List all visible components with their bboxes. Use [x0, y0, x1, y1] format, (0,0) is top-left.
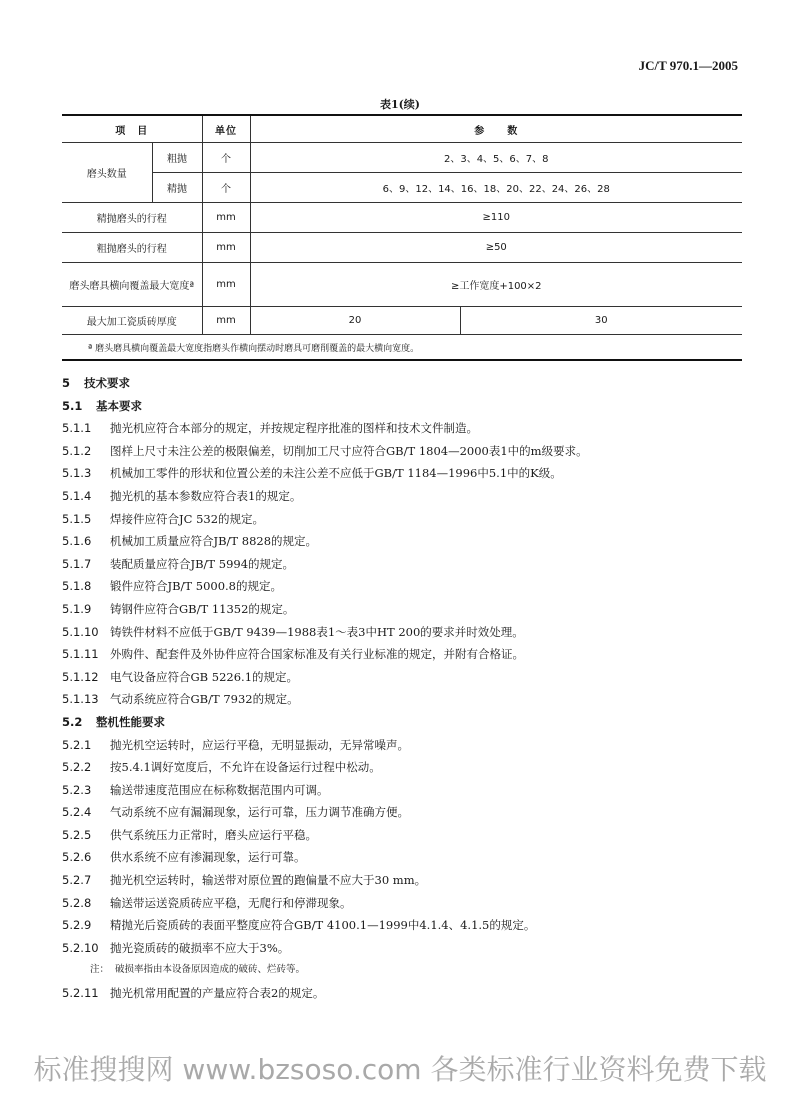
clause-number: 5.1.5 [62, 511, 92, 526]
fine-stroke-unit: mm [202, 203, 250, 233]
clause-line [62, 643, 762, 666]
clause-line [62, 621, 762, 644]
clause-number: 5.1.13 [62, 692, 99, 707]
clause-number: 5.2.6 [62, 850, 92, 865]
fine-unit: 个 [202, 173, 250, 203]
clause-text: 铸钢件应符合GB/T 11352的规定。 [110, 601, 295, 616]
clause-line [62, 756, 762, 779]
clause-number: 5.1.12 [62, 669, 99, 684]
clause-text: 图样上尺寸未注公差的极限偏差，切削加工尺寸应符合GB/T 1804—2000表1中的m级要求。 [110, 443, 588, 458]
clause-number: 5.1.11 [62, 647, 99, 662]
max-thickness-unit: mm [202, 307, 250, 335]
coverage-label: 磨头磨具横向覆盖最大宽度ª [62, 263, 202, 307]
note-label: 注： [90, 964, 110, 976]
document-body [62, 372, 762, 1005]
clause-text: 输送带速度范围应在标称数据范围内可调。 [110, 782, 329, 797]
clause-line [62, 530, 762, 553]
clause-number: 5.2.8 [62, 895, 92, 910]
section-heading [62, 372, 762, 395]
clause-line [62, 869, 762, 892]
rough-label: 粗抛 [152, 143, 202, 173]
clause-text: 气动系统应符合GB/T 7932的规定。 [110, 692, 299, 707]
clause-text: 抛光机的基本参数应符合表1的规定。 [110, 488, 302, 503]
header-unit: 单位 [202, 115, 250, 143]
clause-text: 供气系统压力正常时，磨头应运行平稳。 [110, 827, 317, 842]
clause-number: 5.1.4 [62, 488, 92, 503]
clause-number: 5.1.10 [62, 624, 99, 639]
table-caption: 表1(续) [379, 98, 421, 111]
clause-text: 机械加工质量应符合JB/T 8828的规定。 [110, 534, 318, 549]
clause-line [62, 575, 762, 598]
clause-number: 5.2.10 [62, 940, 99, 955]
requirements-list-basic [62, 417, 762, 711]
clause-line [62, 892, 762, 915]
subsection-heading [62, 711, 762, 734]
clause-text: 装配质量应符合JB/T 5994的规定。 [110, 556, 295, 571]
watermark-footer: 标准搜搜网 www.bzsoso.com 各类标准行业资料免费下载 [33, 1053, 767, 1086]
requirements-list-performance [62, 734, 762, 960]
clause-line [62, 846, 762, 869]
clause-text: 机械加工零件的形状和位置公差的未注公差不应低于GB/T 1184—1996中5.1中的K级。 [110, 466, 562, 481]
header-params: 参 数 [250, 115, 742, 143]
standard-number: JC/T 970.1—2005 [638, 58, 738, 73]
rough-stroke-value: ≥50 [250, 233, 742, 263]
fine-label: 精抛 [152, 173, 202, 203]
table-footnote-row [62, 335, 742, 361]
clause-line [62, 982, 762, 1005]
table-footnote: ª 磨头磨具横向覆盖最大宽度指磨头作横向摆动时磨具可磨削覆盖的最大横向宽度。 [62, 335, 742, 361]
clause-line [62, 801, 762, 824]
clause-line [62, 485, 762, 508]
clause-line [62, 937, 762, 960]
subsection-title: 基本要求 [96, 398, 142, 413]
clause-text: 气动系统不应有漏漏现象，运行可靠，压力调节准确方便。 [110, 805, 409, 820]
clause-line [62, 508, 762, 531]
clause-line [62, 553, 762, 576]
table-row [62, 173, 742, 203]
clause-number: 5.2.4 [62, 805, 92, 820]
coverage-value: ≥工作宽度+100×2 [250, 263, 742, 307]
header-item: 项 目 [62, 115, 202, 143]
max-thickness-value-b: 30 [460, 307, 742, 335]
rough-stroke-unit: mm [202, 233, 250, 263]
fine-stroke-value: ≥110 [250, 203, 742, 233]
note-text: 破损率指由本设备原因造成的破砖、烂砖等。 [115, 964, 306, 976]
rough-unit: 个 [202, 143, 250, 173]
section-title: 技术要求 [84, 376, 130, 390]
clause-number: 5.1.3 [62, 466, 92, 481]
clause-text: 按5.4.1调好宽度后，不允许在设备运行过程中松动。 [110, 760, 381, 775]
table-row [62, 203, 742, 233]
fine-value: 6、9、12、14、16、18、20、22、24、26、28 [250, 173, 742, 203]
grind-head-label: 磨头数量 [62, 143, 152, 203]
table-row [62, 143, 742, 173]
clause-text: 抛光机空运转时，输送带对原位置的跑偏量不应大于30 mm。 [110, 873, 427, 888]
clause-line [62, 688, 762, 711]
clause-number: 5.2.7 [62, 873, 92, 888]
clause-line [62, 824, 762, 847]
clause-line [62, 440, 762, 463]
clause-text: 抛光瓷质砖的破损率不应大于3%。 [110, 940, 290, 955]
clause-text: 供水系统不应有渗漏现象，运行可靠。 [110, 850, 306, 865]
clause-line [62, 666, 762, 689]
clause-number: 5.1.9 [62, 601, 92, 616]
clause-number: 5.1.8 [62, 579, 92, 594]
rough-stroke-label: 粗抛磨头的行程 [62, 233, 202, 263]
parameter-table [62, 114, 742, 361]
clause-text: 抛光机应符合本部分的规定，并按规定程序批准的图样和技术文件制造。 [110, 421, 478, 436]
coverage-unit: mm [202, 263, 250, 307]
max-thickness-label: 最大加工瓷质砖厚度 [62, 307, 202, 335]
table-header-row [62, 115, 742, 143]
clause-number: 5.2.9 [62, 918, 92, 933]
subsection-heading [62, 395, 762, 418]
clause-number: 5.2.2 [62, 760, 92, 775]
clause-line [62, 598, 762, 621]
clause-line [62, 914, 762, 937]
table-row [62, 233, 742, 263]
fine-stroke-label: 精抛磨头的行程 [62, 203, 202, 233]
clause-line [62, 734, 762, 757]
clause-line [62, 417, 762, 440]
clause-text: 电气设备应符合GB 5226.1的规定。 [110, 669, 299, 684]
clause-number: 5.2.5 [62, 827, 92, 842]
clause-number: 5.1.2 [62, 443, 92, 458]
note-line [62, 959, 762, 982]
clause-text: 外购件、配套件及外协件应符合国家标准及有关行业标准的规定，并附有合格证。 [110, 647, 524, 662]
clause-text: 铸铁件材料不应低于GB/T 9439—1988表1～表3中HT 200的要求并时效处理。 [110, 624, 524, 639]
clause-number: 5.1.6 [62, 534, 92, 549]
max-thickness-value-a: 20 [250, 307, 460, 335]
clause-number: 5.1.7 [62, 556, 92, 571]
clause-number: 5.2.11 [62, 986, 99, 1001]
clause-line [62, 779, 762, 802]
subsection-title: 整机性能要求 [96, 714, 165, 729]
subsection-number: 5.2 [62, 714, 83, 729]
clause-text: 焊接件应符合JC 532的规定。 [110, 511, 265, 526]
clause-line [62, 462, 762, 485]
clause-number: 5.2.1 [62, 737, 92, 752]
clause-number: 5.1.1 [62, 421, 92, 436]
clause-text: 精抛光后瓷质砖的表面平整度应符合GB/T 4100.1—1999中4.1.4、4.1.5的规定。 [110, 918, 536, 933]
clause-text: 输送带运送瓷质砖应平稳，无爬行和停滞现象。 [110, 895, 352, 910]
subsection-number: 5.1 [62, 398, 83, 413]
table-row [62, 263, 742, 307]
clause-number: 5.2.3 [62, 782, 92, 797]
clause-text: 锻件应符合JB/T 5000.8的规定。 [110, 579, 282, 594]
rough-value: 2、3、4、5、6、7、8 [250, 143, 742, 173]
clause-text: 抛光机空运转时，应运行平稳，无明显振动，无异常噪声。 [110, 737, 409, 752]
section-number: 5 [62, 376, 71, 390]
table-row [62, 307, 742, 335]
clause-text: 抛光机常用配置的产量应符合表2的规定。 [110, 986, 325, 1001]
